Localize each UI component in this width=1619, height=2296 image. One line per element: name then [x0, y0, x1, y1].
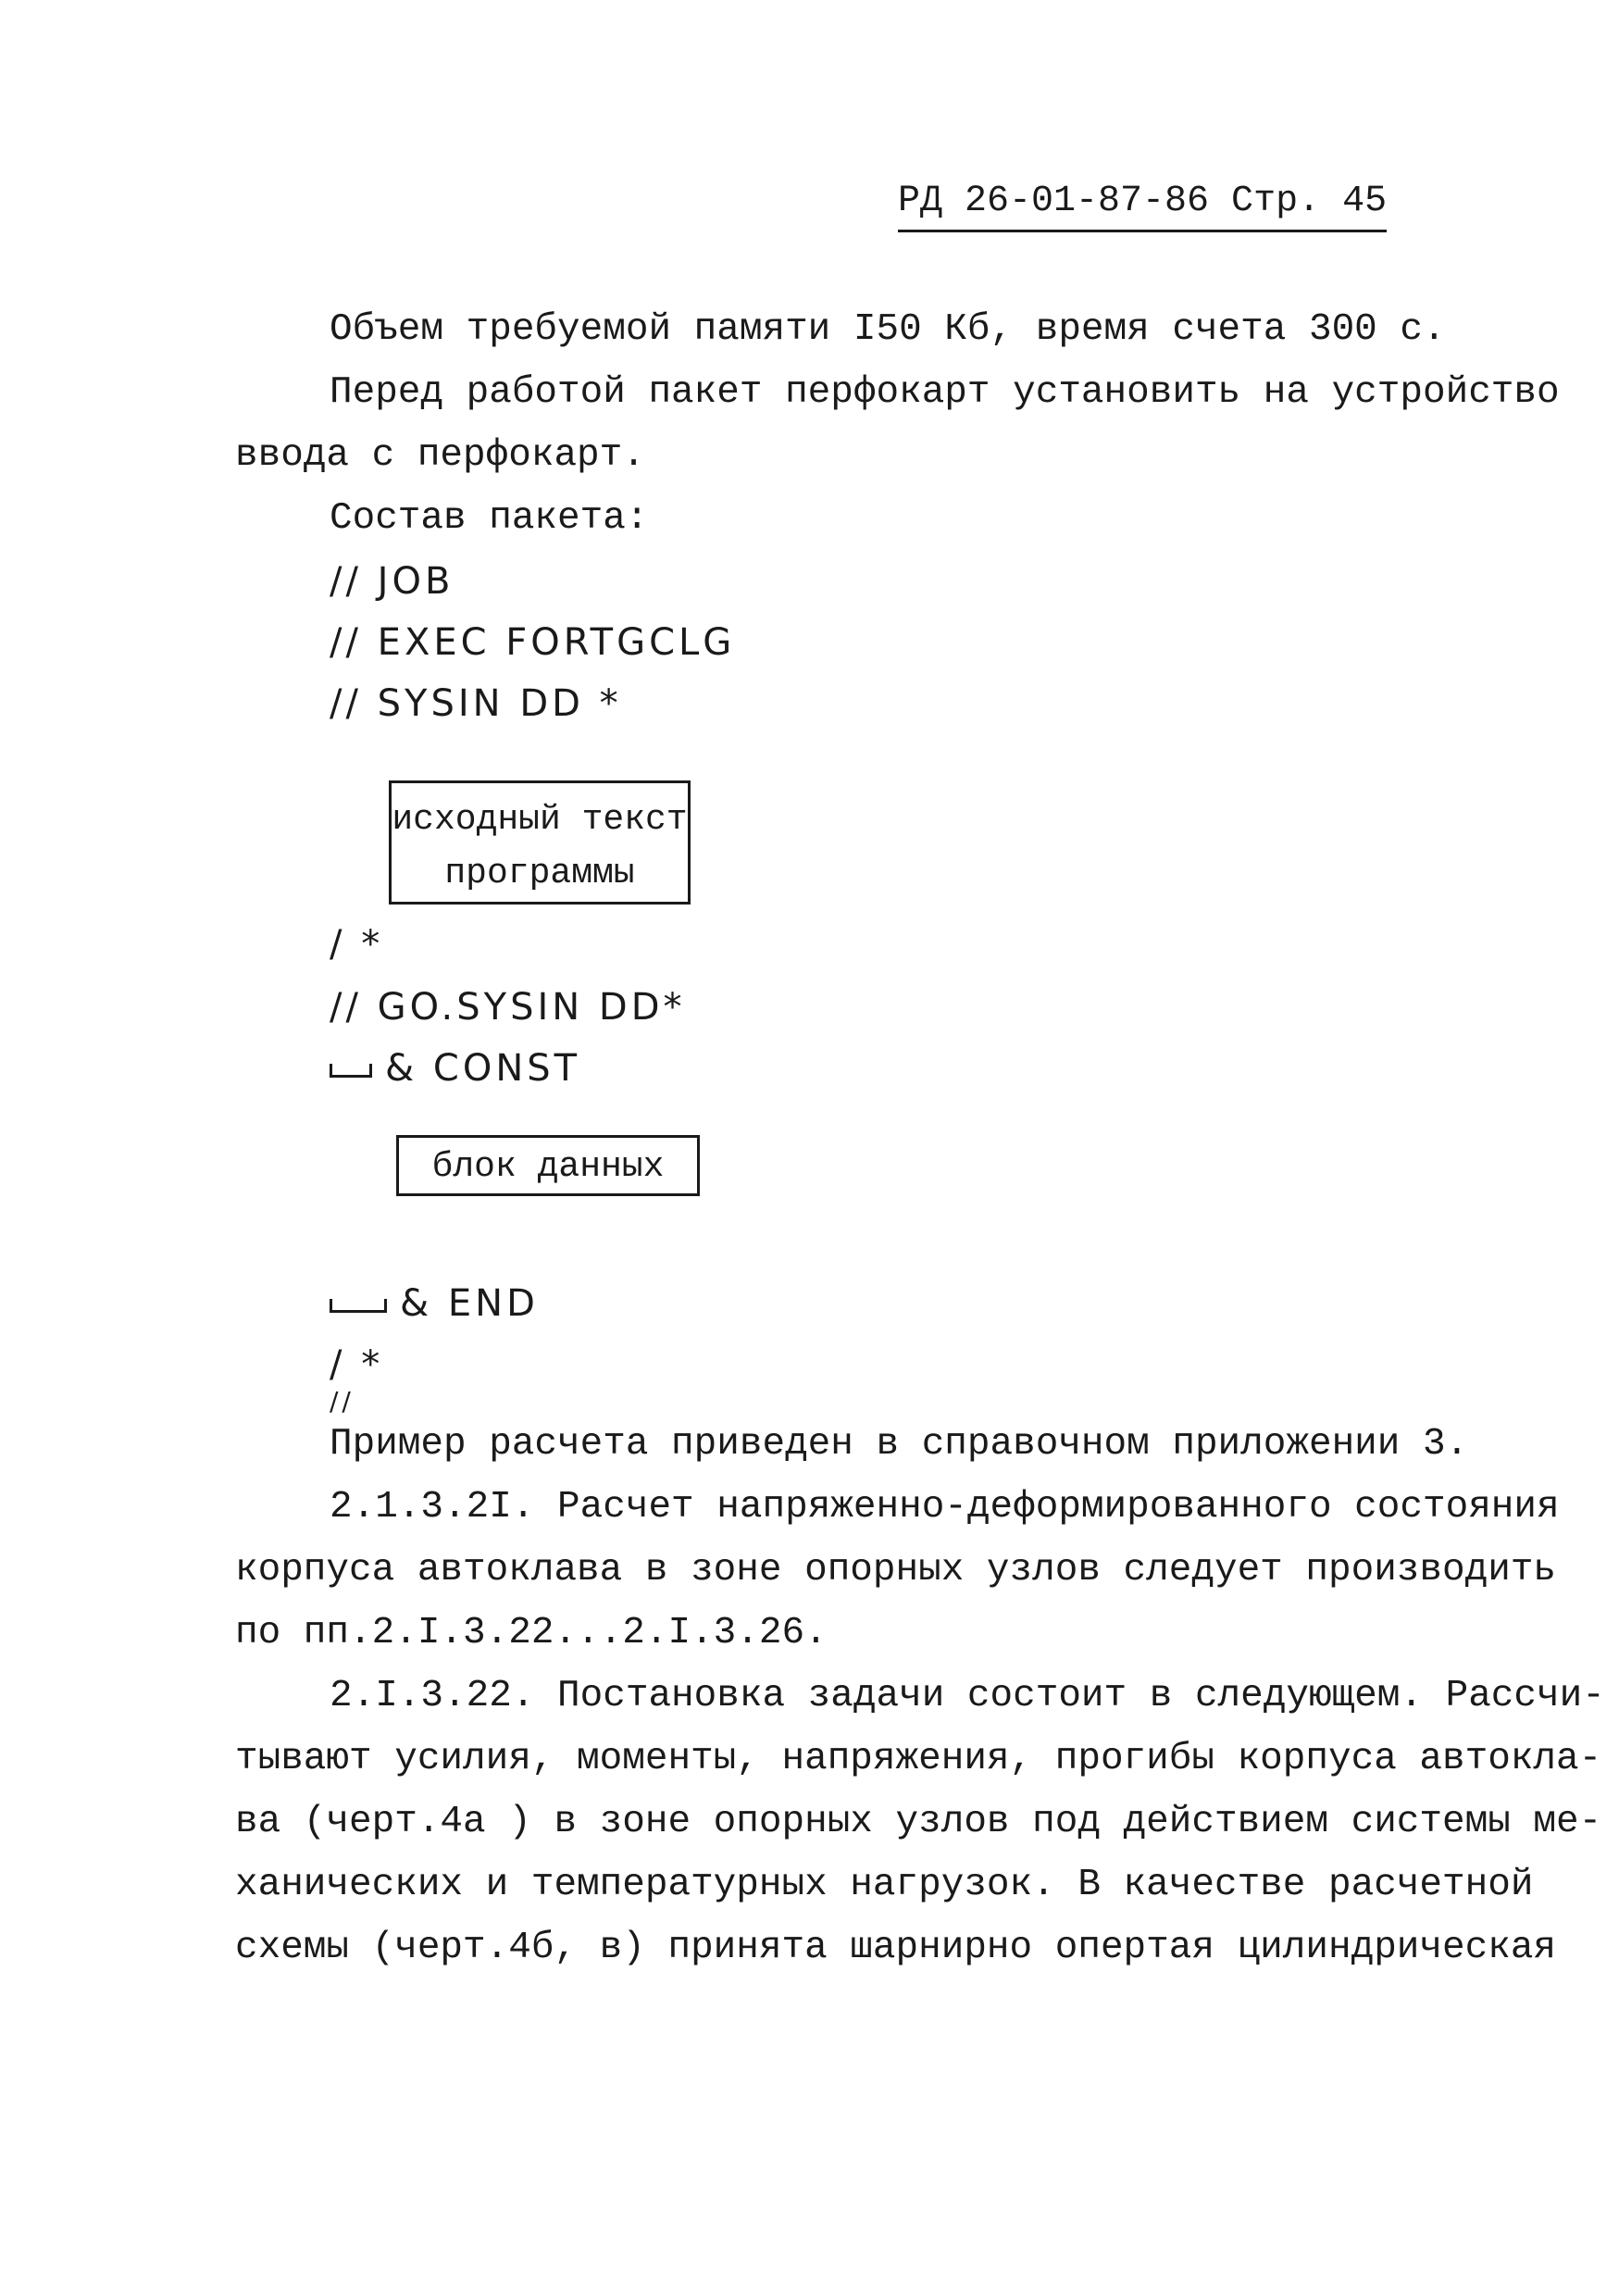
end-card: [330, 1282, 539, 1325]
const-card: [330, 1047, 581, 1090]
end-of-source-delimiter: / *: [330, 923, 384, 966]
source-text-box-line-1: исходный текст: [392, 800, 688, 840]
end-of-job-delimiter: //: [330, 1386, 355, 1416]
clause-2-1-3-21-line-2: корпуса автоклава в зоне опорных узлов следует производить: [235, 1549, 1557, 1591]
blank-symbol: [330, 1299, 387, 1313]
data-block-label: блок данных: [431, 1147, 665, 1187]
const-card-label: & CONST: [385, 1047, 581, 1090]
source-text-box-line-2: программы: [444, 854, 635, 893]
clause-2-1-3-21-line-1: 2.1.3.2I. Расчет напряженно-деформированного состояния: [330, 1486, 1560, 1529]
clause-2-1-3-22-line-5: схемы (черт.4б, в) принята шарнирно опертая цилиндрическая: [235, 1927, 1557, 1969]
clause-2-1-3-22-line-1: 2.I.3.22. Постановка задачи состоит в следующем. Рассчи-: [330, 1675, 1605, 1717]
clause-2-1-3-22-line-2: тывают усилия, моменты, напряжения, прогибы корпуса автокла-: [235, 1738, 1602, 1780]
jcl-job-card: // JOB: [330, 560, 455, 603]
jcl-exec-card: // EXEC FORTGCLG: [330, 621, 736, 664]
instruction-line-1: Перед работой пакет перфокарт установить на устройство: [330, 371, 1560, 414]
document-reference-header: РД 26-01-87-86 Стр. 45: [898, 183, 1387, 232]
memory-time-line: Объем требуемой памяти I50 Кб, время счета 300 с.: [330, 308, 1446, 351]
end-card-label: & END: [400, 1282, 539, 1325]
deck-composition-heading: Состав пакета:: [330, 497, 649, 540]
clause-2-1-3-22-line-4: ханических и температурных нагрузок. В качестве расчетной: [235, 1864, 1534, 1906]
clause-2-1-3-22-line-3: ва (черт.4а ) в зоне опорных узлов под действием системы ме-: [235, 1801, 1602, 1843]
clause-2-1-3-21-line-3: по пп.2.I.3.22...2.I.3.26.: [235, 1612, 828, 1654]
data-block-box: [396, 1135, 700, 1196]
example-reference-line: Пример расчета приведен в справочном приложении 3.: [330, 1423, 1469, 1466]
jcl-sysin-card: // SYSIN DD *: [330, 682, 622, 725]
source-text-box: [389, 780, 691, 905]
jcl-go-sysin-card: // GO.SYSIN DD*: [330, 986, 686, 1029]
blank-symbol: [330, 1064, 372, 1078]
end-of-data-delimiter: / *: [330, 1343, 384, 1386]
instruction-line-2: ввода с перфокарт.: [235, 434, 645, 477]
